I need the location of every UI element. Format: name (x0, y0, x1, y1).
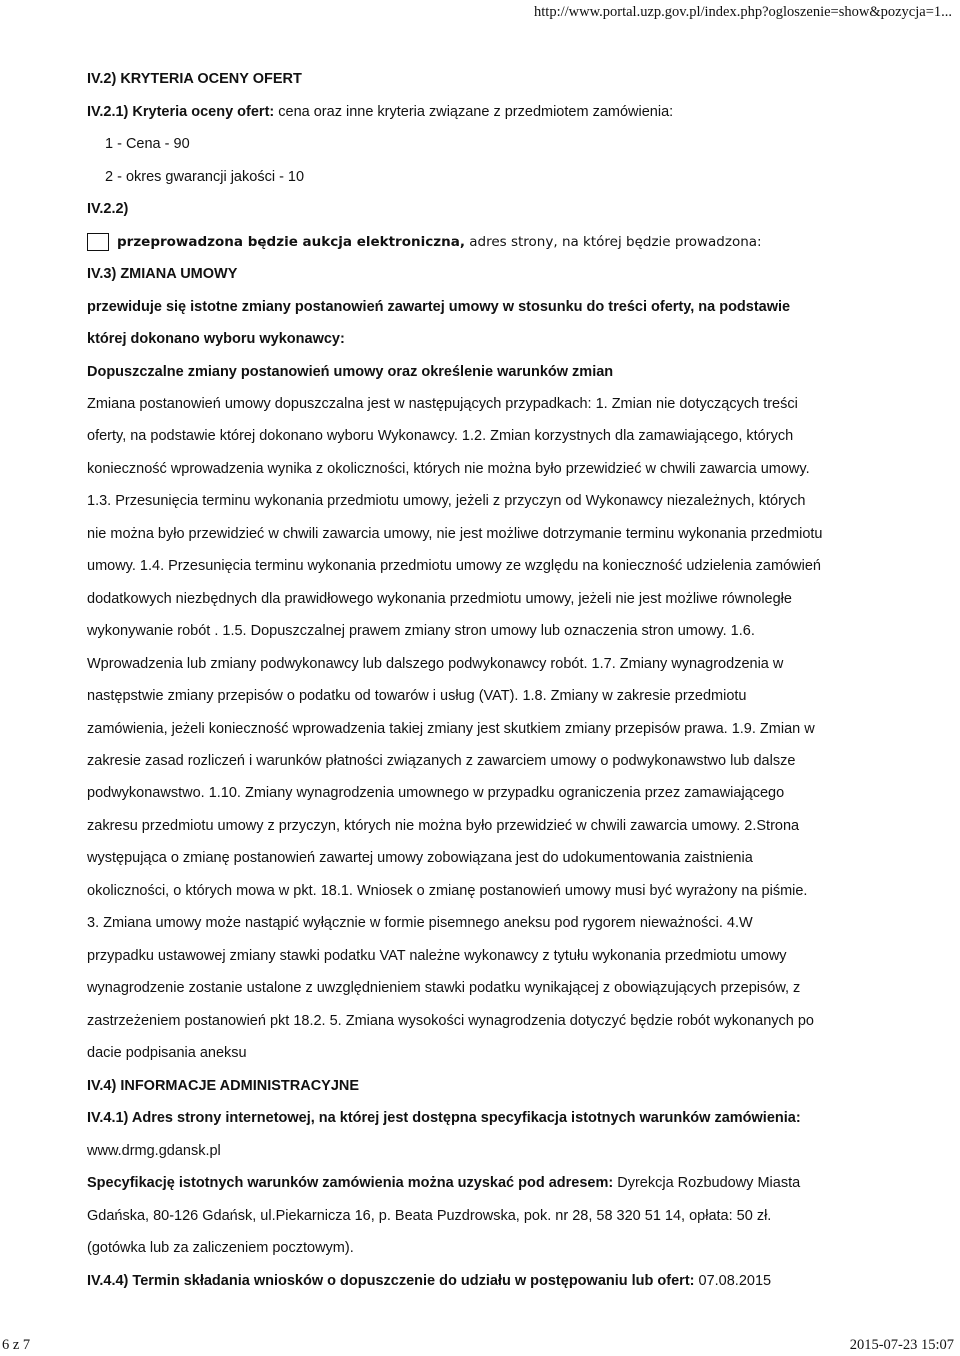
changes-line: dacie podpisania aneksu (87, 1045, 247, 1062)
section-iv21 (87, 96, 897, 129)
page-number: 6 z 7 (2, 1337, 31, 1353)
changes-line: 3. Zmiana umowy może nastąpić wyłącznie w formie pisemnego aneksu pod rygorem nieważności. 4.W (87, 915, 753, 932)
section-iv4-title: IV.4) INFORMACJE ADMINISTRACYJNE (87, 1077, 360, 1094)
changes-line: następstwie zmiany przepisów o podatku od towarów i usług (VAT). 1.8. Zmiany w zakresie przedmiotu (87, 688, 747, 705)
changes-line: konieczność wprowadzenia wynika z okoliczności, których nie można było przewidzieć w chwili zawarcia umowy. (87, 460, 810, 477)
changes-line: podwykonawstwo. 1.10. Zmiany wynagrodzenia umownego w przypadku ograniczenia przez zamawiającego (87, 785, 785, 802)
changes-line: Wprowadzenia lub zmiany podwykonawcy lub dalszego podwykonawcy robót. 1.7. Zmiany wynagrodzenia w (87, 655, 784, 672)
criterion-item-1: 1 - Cena - 90 (105, 136, 190, 152)
section-iv41-label: IV.4.1) Adres strony internetowej, na której jest dostępna specyfikacja istotnych warunków zamówienia: (87, 1110, 801, 1127)
auction-row (87, 226, 897, 259)
changes-line: oferty, na podstawie której dokonano wyboru Wykonawcy. 1.2. Zmian korzystnych dla zamawiającego, których (87, 428, 794, 445)
auction-value: adres strony, na której będzie prowadzona: (464, 233, 762, 250)
changes-line: zamówienia, jeżeli konieczność wprowadzenia takiej zmiany jest skutkiem zmiany przepisów prawa. 1.9. Zmian w (87, 720, 815, 737)
section-iv44-label: IV.4.4) Termin składania wniosków o dopuszczenie do udziału w postępowaniu lub ofert: (87, 1272, 695, 1289)
criterion-item-2: 2 - okres gwarancji jakości - 10 (105, 168, 305, 185)
section-iv3-line-2: której dokonano wyboru wykonawcy: (87, 331, 345, 347)
spec-address-line-1 (87, 1167, 897, 1200)
document-body (87, 63, 897, 1297)
changes-line: zastrzeżeniem postanowień pkt 18.2. 5. Zmiana wysokości wynagrodzenia dotyczyć będzie robót wykonanych po (87, 1012, 814, 1029)
spec-address-label: Specyfikację istotnych warunków zamówienia można uzyskać pod adresem: (87, 1175, 614, 1192)
changes-line: zakresu przedmiotu umowy z przyczyn, których nie można było przewidzieć w chwili zawarcia umowy. 2.Strona (87, 817, 800, 834)
spec-address-line-2: Gdańska, 80-126 Gdańsk, ul.Piekarnicza 16, p. Beata Puzdrowska, pok. nr 28, 58 320 51 14, opłata: 50 zł. (87, 1207, 772, 1224)
changes-line: wykonywanie robót . 1.5. Dopuszczalnej prawem zmiany stron umowy lub oznaczenia stron umowy. 1.6. (87, 623, 755, 640)
section-iv3-title: IV.3) ZMIANA UMOWY (87, 266, 238, 282)
auction-text (117, 226, 762, 259)
changes-line: dodatkowych niezbędnych dla prawidłowego wykonania przedmiotu umowy, jeżeli nie jest możliwe równoległe (87, 590, 792, 607)
changes-heading: Dopuszczalne zmiany postanowień umowy oraz określenie warunków zmian (87, 363, 614, 380)
section-iv44-value: 07.08.2015 (694, 1272, 772, 1289)
page-url: http://www.portal.uzp.gov.pl/index.php?ogloszenie=show&pozycja=1... (534, 4, 952, 20)
spec-address-line-3: (gotówka lub za zaliczeniem pocztowym). (87, 1240, 354, 1257)
auction-checkbox[interactable] (87, 233, 109, 251)
changes-line: 1.3. Przesunięcia terminu wykonania przedmiotu umowy, jeżeli z przyczyn od Wykonawcy niezależnych, których (87, 493, 806, 510)
changes-line: umowy. 1.4. Przesunięcia terminu wykonania przedmiotu umowy ze względu na konieczność udzielenia zamówień (87, 558, 821, 575)
section-iv3-line-1: przewiduje się istotne zmiany postanowień zawartej umowy w stosunku do treści oferty, na podstawie (87, 298, 791, 315)
section-iv21-value: cena oraz inne kryteria związane z przedmiotem zamówienia: (274, 103, 674, 120)
section-iv2-title: IV.2) KRYTERIA OCENY OFERT (87, 71, 302, 87)
changes-paragraph (87, 388, 897, 1070)
changes-line: nie można było przewidzieć w chwili zawarcia umowy, nie jest możliwe dotrzymanie terminu wykonania przedmiotu (87, 525, 823, 542)
changes-line: występująca o zmianę postanowień zawartej umowy zobowiązana jest do udokumentowania zaistnienia (87, 850, 753, 867)
print-datetime: 2015-07-23 15:07 (849, 1337, 954, 1353)
section-iv22-label: IV.2.2) (87, 201, 129, 217)
section-iv44 (87, 1265, 897, 1298)
spec-address-value: Dyrekcja Rozbudowy Miasta (613, 1175, 801, 1192)
changes-line: okoliczności, o których mowa w pkt. 18.1. Wniosek o zmianę postanowień umowy musi być wyrażony na piśmie. (87, 882, 808, 899)
changes-line: zakresie zasad rozliczeń i warunków płatności związanych z zawarciem umowy o podwykonawstwo lub dalsze (87, 752, 796, 769)
auction-label: przeprowadzona będzie aukcja elektroniczna, (117, 233, 465, 250)
changes-line: wynagrodzenie zostanie ustalone z uwzględnieniem stawki podatku wynikającej z obowiązujących przepisów, z (87, 980, 801, 997)
spec-website-link[interactable]: www.drmg.gdansk.pl (87, 1142, 221, 1159)
changes-line: Zmiana postanowień umowy dopuszczalna jest w następujących przypadkach: 1. Zmian nie dotyczących treści (87, 396, 798, 412)
changes-line: przypadku ustawowej zmiany stawki podatku VAT należne wykonawcy z tytułu wykonania przedmiotu umowy (87, 947, 787, 964)
section-iv21-label: IV.2.1) Kryteria oceny ofert: (87, 103, 275, 120)
